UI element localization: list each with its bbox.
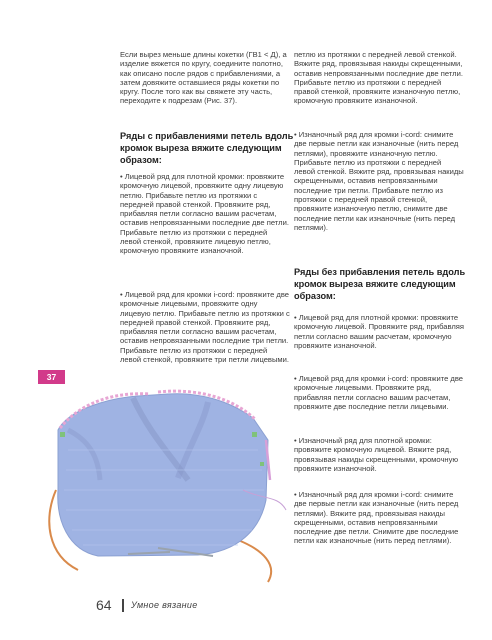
bullet-knit-row-firm-edge-plain: • Лицевой ряд для плотной кромки: провяжите кромочную лицевой. Провяжите ряд, прибавляя петли согласно вашим расчетам, кромочную провяжите изнаночной.	[294, 313, 464, 350]
figure-number-badge: 37	[38, 370, 65, 384]
bullet-knit-row-icord: • Лицевой ряд для кромки i-cord: провяжите две кромочные лицевыми, провяжите одну лицевую петлю. Прибавьте петлю из протяжки с передней правой стенкой. Провяжите ряд, прибавляя петли согласно вашим расчетам, оставив непровязанными последние три петли. Прибавьте петлю из протяжки с передней левой стенкой, провяжите три петли лицевыми.	[120, 290, 290, 365]
continuation-paragraph: петлю из протяжки с передней левой стенкой. Вяжите ряд, провязывая накиды скрещенными, оставив непровязанными последние две петли. Прибавьте петлю из протяжки с передней правой стенкой, провяжите изнаночную петлю, кромочную провяжите изнаночной.	[294, 50, 463, 106]
intro-paragraph: Если вырез меньше длины кокетки (ГВ1 < Д), а изделие вяжется по кругу, соедините полотно, как описано после рядов с прибавлениями, а затем довяжите оставшиеся ряды кокетки по кругу. После того как вы свяжете эту часть, переходите к подрезам (Рис. 37).	[120, 50, 287, 106]
knitted-yoke-photo	[38, 370, 290, 585]
bullet-purl-row-icord-plain: • Изнаночный ряд для кромки i-cord: снимите две первые петли как изнаночные (нить перед петлями). Вяжите ряд, провязывая накиды скрещенными, оставив непровязанными последние две петли. Снимите две последние петли как изнаночные (нить перед петлями).	[294, 490, 459, 546]
bullet-purl-row-firm-edge-plain: • Изнаночный ряд для плотной кромки: провяжите кромочную лицевой. Вяжите ряд, провязывая накиды скрещенными, кромочную провяжите изнаночной.	[294, 436, 459, 473]
bullet-knit-row-icord-plain: • Лицевой ряд для кромки i-cord: провяжите две кромочные лицевыми. Провяжите ряд, прибавляя петли согласно вашим расчетам, провяжите две последние петли лицевыми.	[294, 374, 464, 411]
footer-separator	[122, 599, 124, 612]
bullet-purl-row-icord: • Изнаночный ряд для кромки i-cord: снимите две первые петли как изнаночные (нить перед петлями), провяжите изнаночную петлю. Прибавьте петлю из протяжки с передней левой стенкой. Вяжите ряд, провязывая накиды скрещенными, оставив непровязанными последние три петли. Прибавьте петлю из протяжки с передней правой стенкой, провяжите изнаночную петлю, снимите две последние петли как изнаночные (нить перед петлями).	[294, 130, 464, 232]
section-heading-no-increase: Ряды без прибавления петель вдоль кромок выреза вяжите следующим образом:	[294, 267, 466, 302]
section-heading-increase: Ряды с прибавлениями петель вдоль кромок выреза вяжите следующим образом:	[120, 131, 294, 166]
page-number: 64	[96, 597, 112, 613]
book-title: Умное вязание	[131, 600, 198, 610]
bullet-knit-row-firm-edge: • Лицевой ряд для плотной кромки: провяжите кромочную лицевой, провяжите одну лицевую петлю. Прибавьте петлю из протяжки с передней правой стенкой. Провяжите ряд, прибавляя петли согласно вашим расчетам, оставив непровязанными последние две петли. Прибавьте петлю из протяжки с передней левой стенкой, провяжите лицевую петлю, кромочную провяжите изнаночной.	[120, 172, 289, 256]
